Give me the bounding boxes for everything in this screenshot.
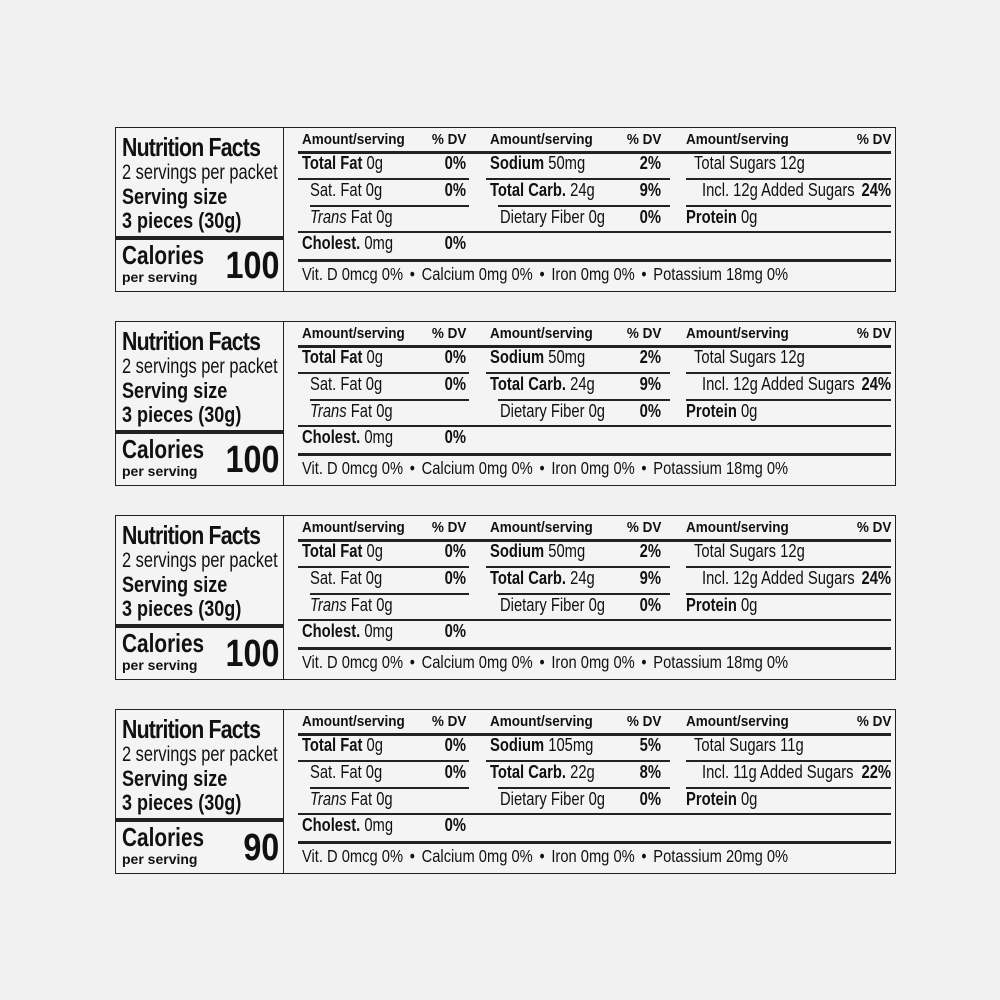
added-sugars-row: Incl. 11g Added Sugars [702,762,854,782]
dietary-fiber-dv: 0% [639,789,661,809]
cholesterol-row: Cholest. 0mg [302,815,394,835]
added-sugars-dv: 24% [861,568,891,588]
nutrient-table [284,710,895,873]
nutrition-facts-title: Nutrition Facts [122,326,261,356]
dv-header: % DV [626,325,661,342]
vitamins-row: Vit. D 0mcg 0% • Calcium 0mg 0% • Iron 0mg 0% • Potassium 20mg 0% [302,846,789,866]
row-divider [298,231,891,233]
trans-fat-row: Trans Fat 0g [310,207,393,227]
sodium-row: Sodium 50mg [490,347,586,367]
nutrition-label [115,515,896,680]
cholesterol-dv: 0% [444,621,466,641]
protein-row: Protein 0g [686,401,758,421]
vitamins-divider [298,453,891,456]
servings-per-packet: 2 servings per packet [122,161,278,184]
amount-header: Amount/serving [490,713,593,730]
label-summary [116,516,284,679]
calories-label: Calories [122,822,205,852]
serving-size-value: 3 pieces (30g) [122,790,242,815]
total-fat-row: Total Fat 0g [302,347,383,367]
calories-label: Calories [122,628,205,658]
iron: Iron 0mg 0% [551,264,635,284]
dv-header: % DV [431,519,466,536]
total-fat-dv: 0% [444,347,466,367]
vitamins-row: Vit. D 0mcg 0% • Calcium 0mg 0% • Iron 0mg 0% • Potassium 18mg 0% [302,264,789,284]
calories-value: 100 [225,633,279,675]
cholesterol-row: Cholest. 0mg [302,621,394,641]
total-sugars-row: Total Sugars 12g [694,153,805,173]
sat-fat-dv: 0% [444,762,466,782]
total-carb-row: Total Carb. 24g [490,374,595,394]
total-sugars-row: Total Sugars 12g [694,541,805,561]
vitamins-divider [298,259,891,262]
dietary-fiber-row: Dietary Fiber 0g [500,207,606,227]
row-divider [298,619,891,621]
amount-header: Amount/serving [490,325,593,342]
dv-header: % DV [856,519,891,536]
total-carb-row: Total Carb. 24g [490,568,595,588]
trans-fat-row: Trans Fat 0g [310,789,393,809]
nutrient-table [284,128,895,291]
label-summary [116,322,284,485]
vitamin-d: Vit. D 0mcg 0% [302,652,404,672]
total-carb-dv: 9% [639,374,661,394]
total-fat-row: Total Fat 0g [302,153,383,173]
cholesterol-row: Cholest. 0mg [302,427,394,447]
added-sugars-row: Incl. 12g Added Sugars [702,374,855,394]
potassium: Potassium 18mg 0% [653,264,789,284]
sat-fat-dv: 0% [444,180,466,200]
sodium-dv: 5% [639,735,661,755]
total-sugars-row: Total Sugars 11g [694,735,804,755]
total-carb-row: Total Carb. 24g [490,180,595,200]
dv-header: % DV [856,131,891,148]
per-serving-label: per serving [122,657,198,673]
trans-fat-row: Trans Fat 0g [310,595,393,615]
per-serving-label: per serving [122,463,198,479]
calories-value: 90 [243,827,279,869]
amount-header: Amount/serving [686,713,789,730]
total-carb-dv: 9% [639,180,661,200]
servings-per-packet: 2 servings per packet [122,549,278,572]
nutrition-facts-title: Nutrition Facts [122,520,261,550]
iron: Iron 0mg 0% [551,846,635,866]
nutrient-table [284,322,895,485]
potassium: Potassium 20mg 0% [653,846,789,866]
dv-header: % DV [431,325,466,342]
amount-header: Amount/serving [686,131,789,148]
label-summary [116,128,284,291]
total-fat-dv: 0% [444,541,466,561]
vitamins-divider [298,647,891,650]
row-divider [298,425,891,427]
vitamin-d: Vit. D 0mcg 0% [302,846,404,866]
total-fat-row: Total Fat 0g [302,541,383,561]
total-carb-dv: 8% [639,762,661,782]
calcium: Calcium 0mg 0% [421,846,533,866]
serving-size-label: Serving size [122,766,228,791]
servings-per-packet: 2 servings per packet [122,743,278,766]
calcium: Calcium 0mg 0% [421,264,533,284]
calories-label: Calories [122,434,205,464]
sodium-row: Sodium 105mg [490,735,594,755]
dv-header: % DV [431,713,466,730]
vitamins-row: Vit. D 0mcg 0% • Calcium 0mg 0% • Iron 0mg 0% • Potassium 18mg 0% [302,652,789,672]
nutrition-label [115,709,896,874]
dv-header: % DV [626,713,661,730]
added-sugars-row: Incl. 12g Added Sugars [702,180,855,200]
calories-value: 100 [225,439,279,481]
amount-header: Amount/serving [686,519,789,536]
calories-value: 100 [225,245,279,287]
sat-fat-dv: 0% [444,568,466,588]
sodium-dv: 2% [639,347,661,367]
sat-fat-row: Sat. Fat 0g [310,568,383,588]
sodium-dv: 2% [639,153,661,173]
calcium: Calcium 0mg 0% [421,652,533,672]
vitamins-row: Vit. D 0mcg 0% • Calcium 0mg 0% • Iron 0mg 0% • Potassium 18mg 0% [302,458,789,478]
total-carb-dv: 9% [639,568,661,588]
cholesterol-dv: 0% [444,233,466,253]
sat-fat-row: Sat. Fat 0g [310,374,383,394]
nutrient-table [284,516,895,679]
dietary-fiber-row: Dietary Fiber 0g [500,595,606,615]
dietary-fiber-dv: 0% [639,207,661,227]
added-sugars-dv: 24% [861,374,891,394]
protein-row: Protein 0g [686,595,758,615]
sodium-dv: 2% [639,541,661,561]
vitamins-divider [298,841,891,844]
total-carb-row: Total Carb. 22g [490,762,595,782]
nutrition-label [115,321,896,486]
serving-size-label: Serving size [122,184,228,209]
dietary-fiber-row: Dietary Fiber 0g [500,789,606,809]
amount-header: Amount/serving [302,325,405,342]
amount-header: Amount/serving [302,519,405,536]
total-fat-dv: 0% [444,735,466,755]
sat-fat-row: Sat. Fat 0g [310,180,383,200]
added-sugars-dv: 24% [861,180,891,200]
total-fat-dv: 0% [444,153,466,173]
serving-size-value: 3 pieces (30g) [122,596,242,621]
calories-label: Calories [122,240,205,270]
amount-header: Amount/serving [490,131,593,148]
row-divider [298,813,891,815]
cholesterol-dv: 0% [444,815,466,835]
amount-header: Amount/serving [302,713,405,730]
dv-header: % DV [626,131,661,148]
potassium: Potassium 18mg 0% [653,652,789,672]
sat-fat-dv: 0% [444,374,466,394]
dietary-fiber-dv: 0% [639,401,661,421]
iron: Iron 0mg 0% [551,458,635,478]
sodium-row: Sodium 50mg [490,541,586,561]
per-serving-label: per serving [122,269,198,285]
calcium: Calcium 0mg 0% [421,458,533,478]
added-sugars-row: Incl. 12g Added Sugars [702,568,855,588]
potassium: Potassium 18mg 0% [653,458,789,478]
per-serving-label: per serving [122,851,198,867]
dv-header: % DV [431,131,466,148]
label-summary [116,710,284,873]
dv-header: % DV [856,325,891,342]
serving-size-label: Serving size [122,572,228,597]
dv-header: % DV [856,713,891,730]
total-sugars-row: Total Sugars 12g [694,347,805,367]
cholesterol-row: Cholest. 0mg [302,233,394,253]
sat-fat-row: Sat. Fat 0g [310,762,383,782]
iron: Iron 0mg 0% [551,652,635,672]
protein-row: Protein 0g [686,207,758,227]
serving-size-value: 3 pieces (30g) [122,208,242,233]
amount-header: Amount/serving [490,519,593,536]
dv-header: % DV [626,519,661,536]
added-sugars-dv: 22% [861,762,891,782]
vitamin-d: Vit. D 0mcg 0% [302,264,404,284]
serving-size-label: Serving size [122,378,228,403]
serving-size-value: 3 pieces (30g) [122,402,242,427]
amount-header: Amount/serving [302,131,405,148]
dietary-fiber-dv: 0% [639,595,661,615]
nutrition-label [115,127,896,292]
protein-row: Protein 0g [686,789,758,809]
amount-header: Amount/serving [686,325,789,342]
vitamin-d: Vit. D 0mcg 0% [302,458,404,478]
sodium-row: Sodium 50mg [490,153,586,173]
dietary-fiber-row: Dietary Fiber 0g [500,401,606,421]
trans-fat-row: Trans Fat 0g [310,401,393,421]
servings-per-packet: 2 servings per packet [122,355,278,378]
total-fat-row: Total Fat 0g [302,735,383,755]
nutrition-facts-title: Nutrition Facts [122,132,261,162]
nutrition-facts-title: Nutrition Facts [122,714,261,744]
cholesterol-dv: 0% [444,427,466,447]
